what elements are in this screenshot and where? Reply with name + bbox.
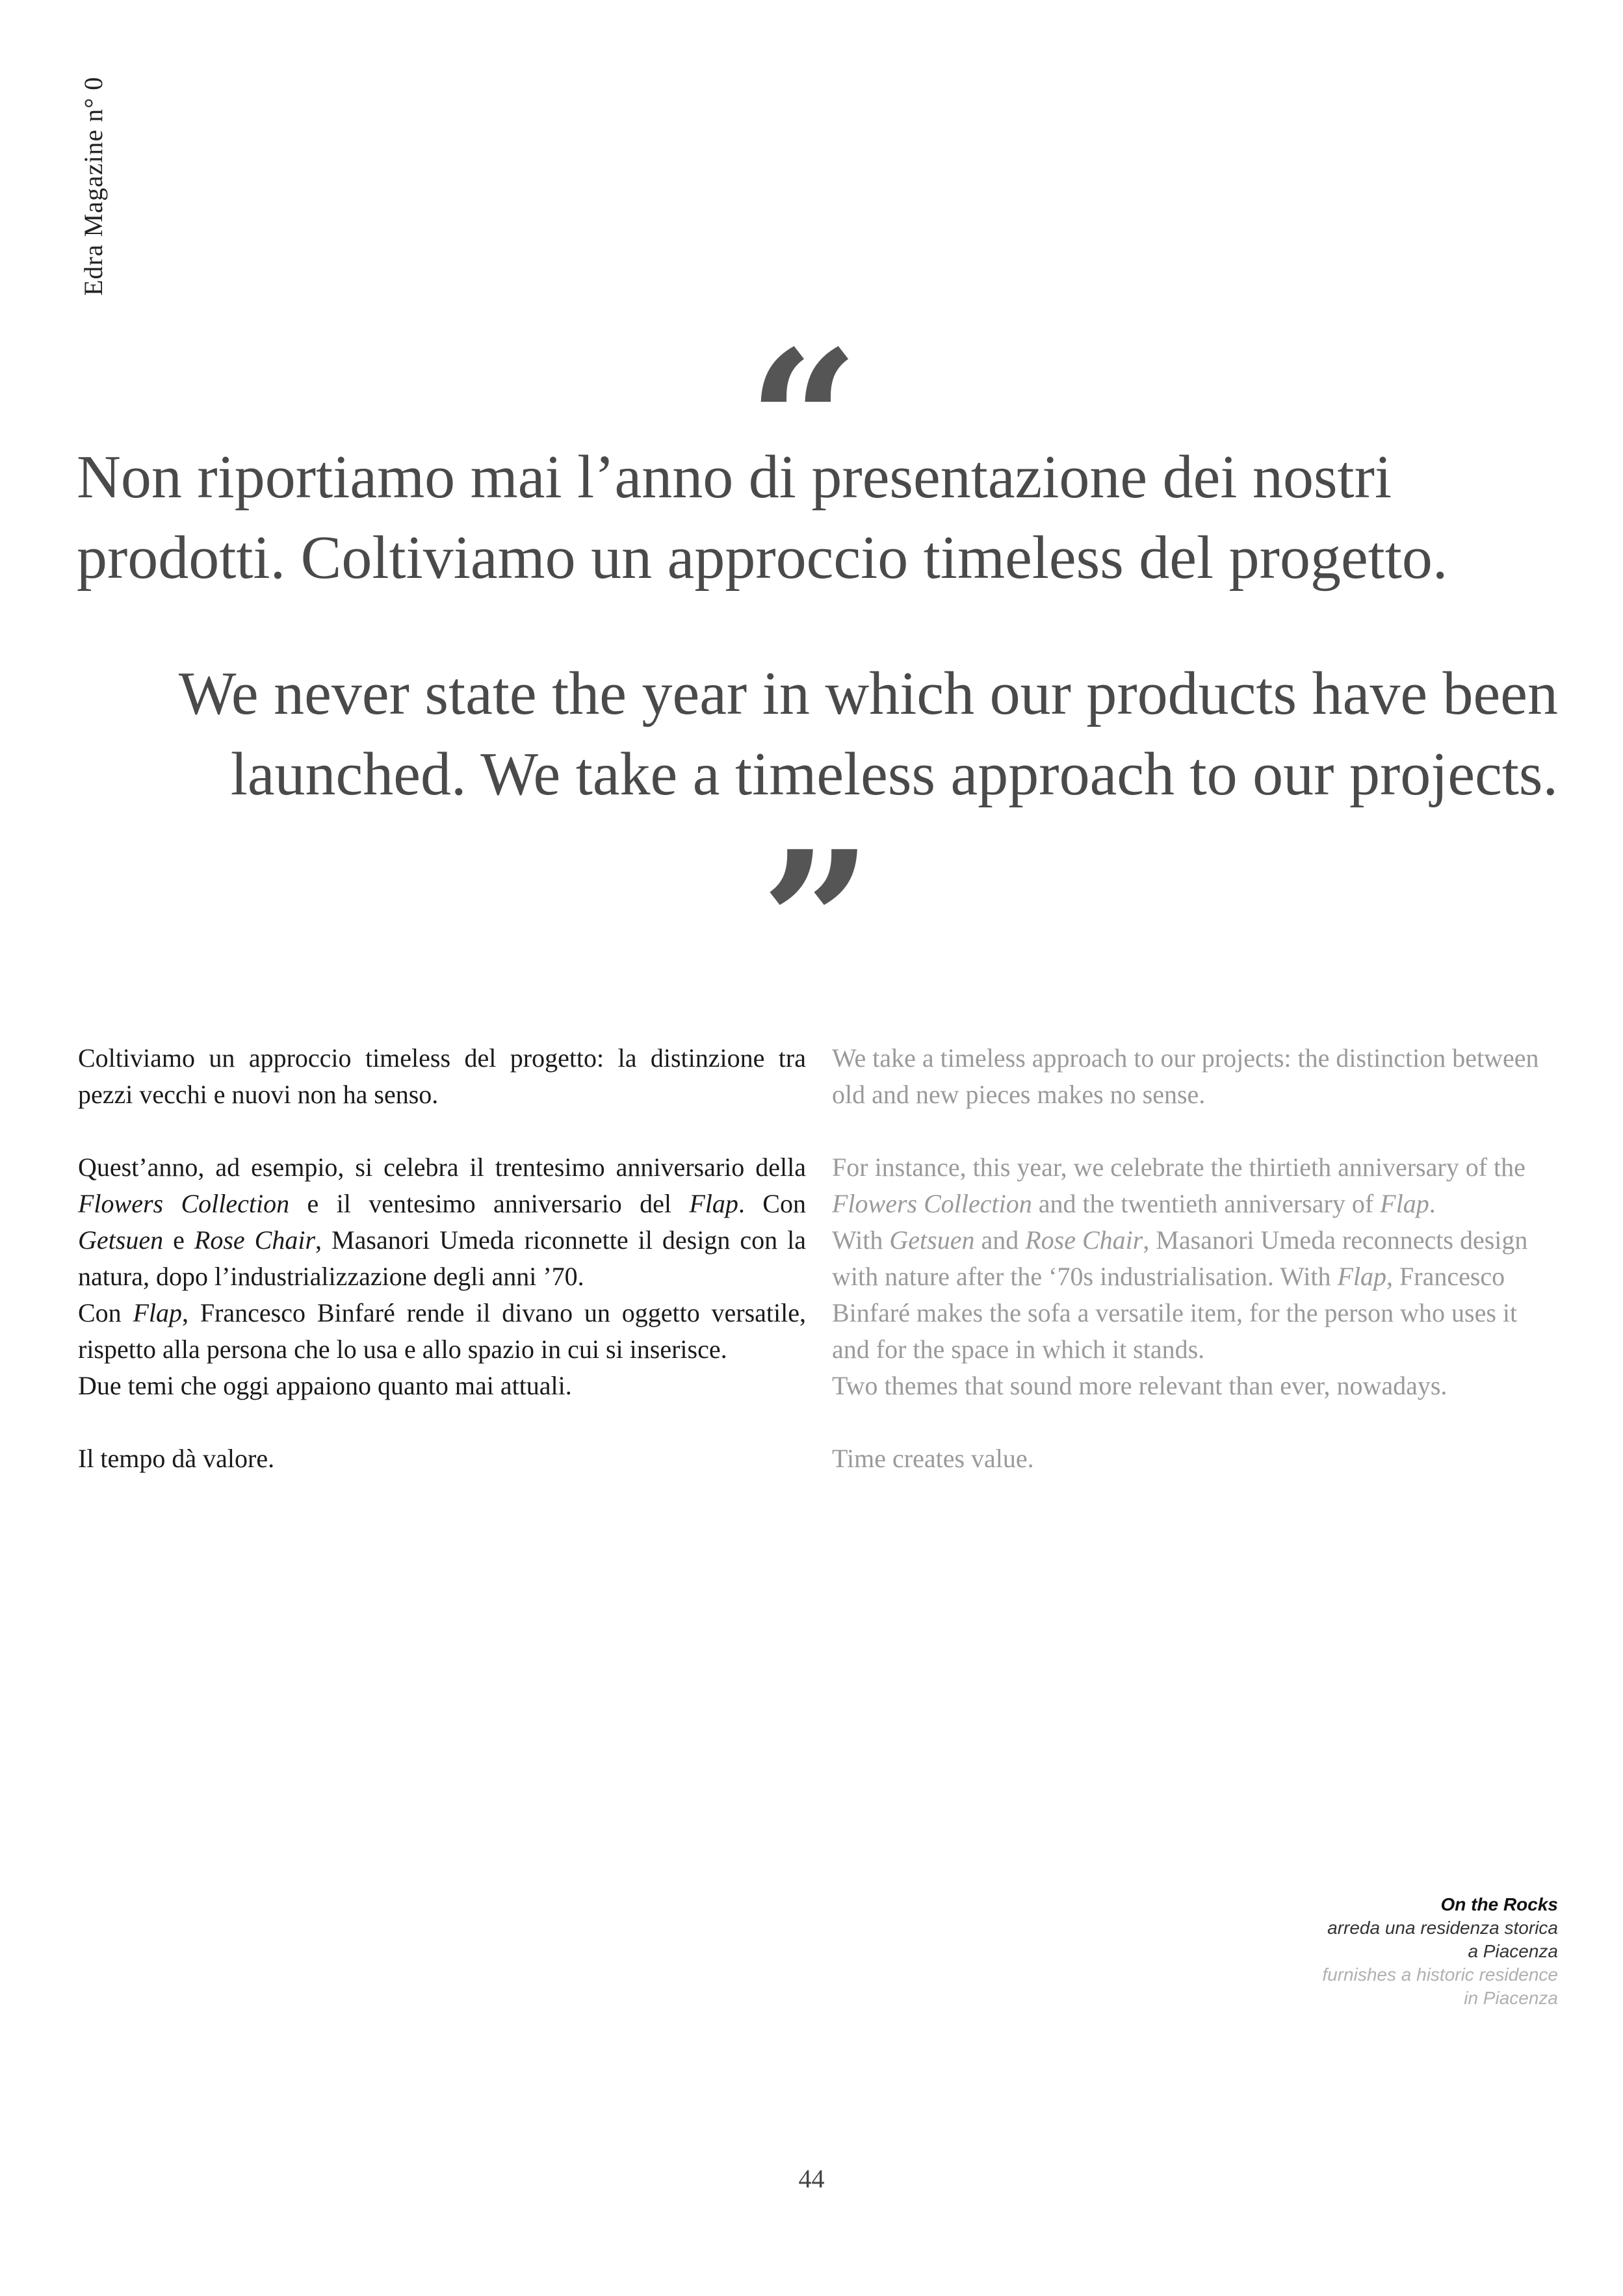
product-name: Rose Chair: [194, 1225, 316, 1255]
text-span: and the twentieth anniversary of: [1032, 1189, 1381, 1218]
product-name: Flap: [1380, 1189, 1429, 1218]
body-en-paragraph-2: [832, 1149, 1560, 1404]
caption-italian-line: a Piacenza: [1468, 1941, 1558, 1961]
text-span: , Francesco Binfaré makes the sofa a versatile item, for the person who uses it and for the space in which it stands.: [832, 1262, 1518, 1364]
text-span: , Masanori Umeda reconnects design with nature after the ‘70s industrialisation. With: [832, 1225, 1528, 1291]
close-quote-icon: ”: [760, 808, 873, 1037]
text-span: Con: [78, 1298, 133, 1327]
product-name: Flap: [689, 1189, 738, 1218]
caption-italian-line: arreda una residenza storica: [1327, 1918, 1558, 1938]
pull-quote-english: We never state the year in which our products have been launched. We take a timeless approach to our projects.: [178, 660, 1558, 808]
text-span: Quest’anno, ad esempio, si celebra il trentesimo anniversario della: [78, 1153, 806, 1182]
body-en-paragraph-3: Time creates value.: [832, 1444, 1034, 1473]
caption-english-line: in Piacenza: [1464, 1988, 1558, 2008]
masthead: Edra Magazine n° 0: [79, 76, 108, 296]
text-span: e il ventesimo anniversario del: [289, 1189, 690, 1218]
product-name: Rose Chair: [1025, 1225, 1143, 1255]
text-span: .: [1429, 1189, 1436, 1218]
body-it-paragraph-2: [78, 1149, 806, 1404]
body-italian: [78, 1040, 806, 1513]
photo-caption: [1322, 1893, 1558, 2010]
text-span: Due temi che oggi appaiono quanto mai attuali.: [78, 1371, 572, 1400]
text-span: With: [832, 1225, 890, 1255]
caption-english-line: furnishes a historic residence: [1322, 1964, 1558, 1985]
product-name: Flowers Collection: [832, 1189, 1032, 1218]
text-span: For instance, this year, we celebrate the thirtieth anniversary of the: [832, 1153, 1526, 1182]
caption-title: On the Rocks: [1440, 1894, 1558, 1914]
product-name: Flap: [133, 1298, 183, 1327]
product-name: Flap: [1337, 1262, 1387, 1291]
body-english: [832, 1040, 1560, 1513]
text-span: e: [163, 1225, 194, 1255]
product-name: Getsuen: [78, 1225, 164, 1255]
body-it-paragraph-1: Coltiviamo un approccio timeless del progetto: la distinzione tra pezzi vecchi e nuovi non ha senso.: [78, 1043, 806, 1109]
text-span: and: [974, 1225, 1026, 1255]
product-name: Getsuen: [889, 1225, 975, 1255]
body-en-paragraph-1: We take a timeless approach to our projects: the distinction between old and new pieces makes no sense.: [832, 1043, 1539, 1109]
text-span: . Con: [738, 1189, 806, 1218]
product-name: Flowers Collection: [78, 1189, 290, 1218]
body-it-paragraph-3: Il tempo dà valore.: [78, 1444, 275, 1473]
pull-quote-italian: Non riportiamo mai l’anno di presentazione dei nostri prodotti. Coltiviamo un approccio timeless del progetto.: [77, 443, 1448, 592]
page-number: 44: [798, 2164, 825, 2193]
text-span: Two themes that sound more relevant than ever, nowadays.: [832, 1371, 1448, 1400]
text-span: , Francesco Binfaré rende il divano un oggetto versatile, rispetto alla persona che lo usa e allo spazio in cui si inserisce.: [78, 1298, 806, 1364]
text-span: , Masanori Umeda riconnette il design con la natura, dopo l’industrializzazione degli anni ’70.: [78, 1225, 806, 1291]
open-quote-icon: “: [747, 307, 860, 537]
